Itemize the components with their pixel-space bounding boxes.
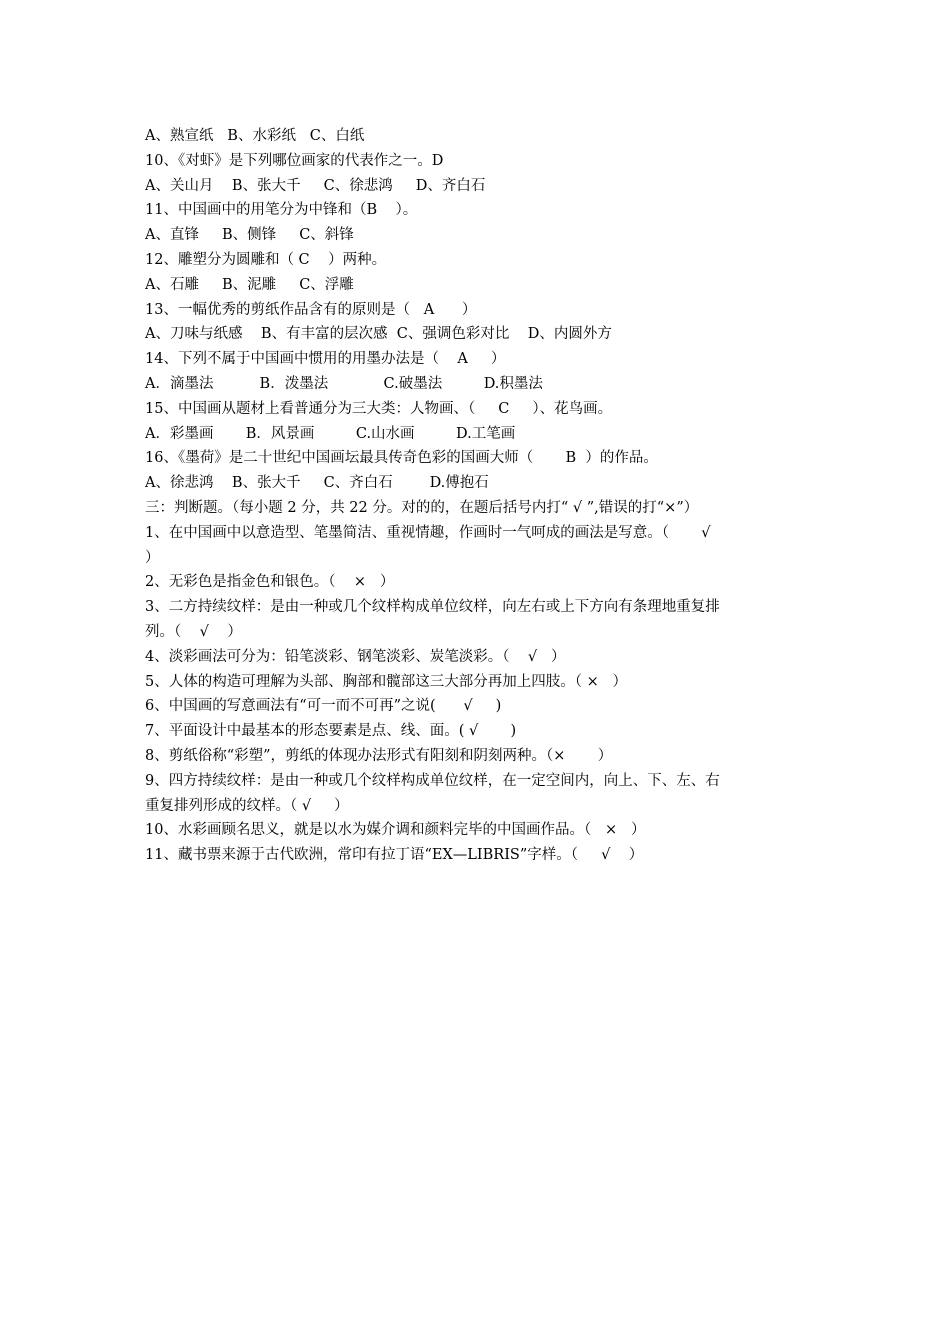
text-line: 16、《墨荷》是二十世纪中国画坛最具传奇色彩的国画大师（ B ）的作品。 xyxy=(145,450,658,467)
text-line: A、刀味与纸感 B、有丰富的层次感 C、强调色彩对比 D、内圆外方 xyxy=(145,326,612,343)
text-line: 4、淡彩画法可分为：铅笔淡彩、钢笔淡彩、炭笔淡彩。（ √ ） xyxy=(145,648,566,665)
section-heading: 三：判断题。（每小题 2 分，共 22 分。对的的，在题后括号内打“ √ ”,错误的打“×”） xyxy=(145,499,699,516)
text-line: 11、藏书票来源于古代欧洲，常印有拉丁语“EX—LIBRIS”字样。（ √ ） xyxy=(145,847,644,864)
text-line: A．滴墨法 B．泼墨法 C.破墨法 D.积墨法 xyxy=(145,375,543,392)
text-line: A、徐悲鸿 B、张大千 C、齐白石 D.傅抱石 xyxy=(145,475,489,492)
text-line: 5、人体的构造可理解为头部、胸部和髋部这三大部分再加上四肢。（ × ） xyxy=(145,673,628,690)
text-line: ） xyxy=(145,549,160,566)
text-line: 9、四方持续纹样：是由一种或几个纹样构成单位纹样，在一定空间内，向上、下、左、右 xyxy=(145,772,720,789)
text-line: A、直锋 B、侧锋 C、斜锋 xyxy=(145,227,354,244)
text-line: 6、中国画的写意画法有“可一而不可再”之说( √ ) xyxy=(145,698,502,715)
text-line: 11、中国画中的用笔分为中锋和（B ）。 xyxy=(145,202,418,219)
text-line: 3、二方持续纹样：是由一种或几个纹样构成单位纹样，向左右或上下方向有条理地重复排 xyxy=(145,599,720,616)
text-line: 10、《对虾》是下列哪位画家的代表作之一。D xyxy=(145,152,444,169)
text-line: A、关山月 B、张大千 C、徐悲鸿 D、齐白石 xyxy=(145,177,486,194)
text-line: 7、平面设计中最基本的形态要素是点、线、面。( √ ) xyxy=(145,723,517,740)
text-line: A、熟宣纸 B、水彩纸 C、白纸 xyxy=(145,128,365,144)
text-line: 10、水彩画顾名思义，就是以水为媒介调和颜料完毕的中国画作品。（ × ） xyxy=(145,822,646,839)
text-line: 14、下列不属于中国画中惯用的用墨办法是（ A ） xyxy=(145,351,506,368)
text-line: 12、雕塑分为圆雕和（ C ）两种。 xyxy=(145,251,387,268)
text-line: A、石雕 B、泥雕 C、浮雕 xyxy=(145,276,354,293)
text-line: 列。（ √ ） xyxy=(145,623,242,640)
text-line: 重复排列形成的纹样。（ √ ） xyxy=(145,797,349,814)
text-line: A．彩墨画 B．风景画 C.山水画 D.工笔画 xyxy=(145,425,516,442)
text-line: 13、一幅优秀的剪纸作品含有的原则是（ A ） xyxy=(145,301,477,318)
document-page xyxy=(145,124,810,868)
text-line: 2、无彩色是指金色和银色。（ × ） xyxy=(145,574,395,591)
text-line: 8、剪纸俗称“彩塑”，剪纸的体现办法形式有阳刻和阴刻两种。（× ） xyxy=(145,747,613,764)
text-line: 15、中国画从题材上看普通分为三大类：人物画、（ C ）、花鸟画。 xyxy=(145,400,613,417)
text-line: 1、在中国画中以意造型、笔墨简洁、重视情趣，作画时一气呵成的画法是写意。（ √ xyxy=(145,524,711,541)
